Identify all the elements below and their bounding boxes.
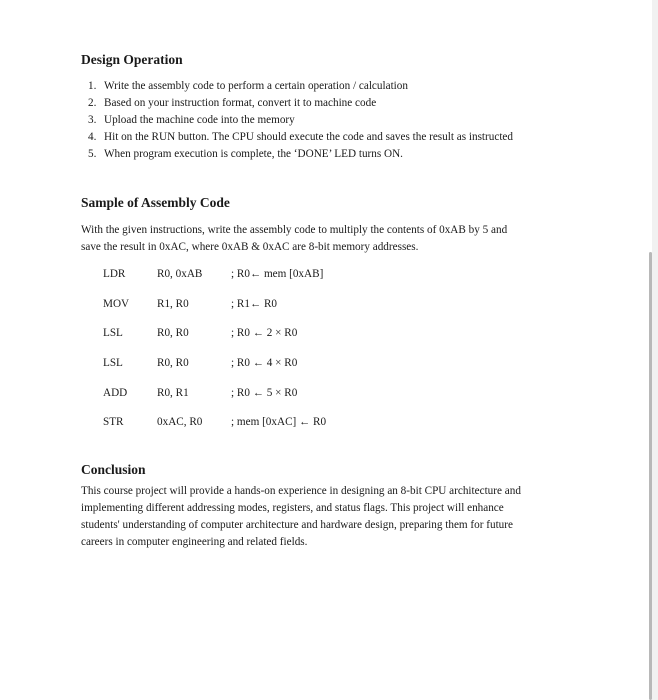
code-op: ADD	[103, 387, 128, 399]
code-op: LSL	[103, 357, 123, 369]
step-text: Based on your instruction format, convert it to machine code	[104, 97, 377, 109]
step-number: 2.	[88, 97, 97, 109]
code-op: LDR	[103, 268, 126, 280]
design-step-3	[88, 114, 295, 126]
conclusion-heading: Conclusion	[81, 462, 146, 477]
design-step-5	[88, 148, 403, 160]
code-args: R0, R0	[157, 327, 189, 339]
conclusion-line-3: students' understanding of computer architecture and hardware design, preparing them for future	[81, 519, 513, 531]
sample-intro-line-2: save the result in 0xAC, where 0xAB & 0xAC are 8-bit memory addresses.	[81, 241, 419, 253]
step-text: Write the assembly code to perform a certain operation / calculation	[104, 80, 408, 92]
code-comment: ; R0 ← 4 × R0	[231, 357, 298, 369]
conclusion-line-2: implementing different addressing modes, registers, and status flags. This project will enhance	[81, 502, 504, 514]
code-args: R1, R0	[157, 298, 189, 310]
code-args: 0xAC, R0	[157, 416, 203, 428]
design-step-1	[88, 80, 408, 92]
code-args: R0, 0xAB	[157, 268, 203, 280]
vertical-scrollbar[interactable]	[649, 252, 652, 700]
step-text: Upload the machine code into the memory	[104, 114, 295, 126]
step-text: Hit on the RUN button. The CPU should execute the code and saves the result as instructed	[104, 131, 513, 143]
step-number: 3.	[88, 114, 97, 126]
code-args: R0, R1	[157, 387, 189, 399]
conclusion-line-4: careers in computer engineering and related fields.	[81, 536, 308, 548]
conclusion-line-1: This course project will provide a hands-on experience in designing an 8-bit CPU architecture and	[81, 485, 521, 497]
step-number: 5.	[88, 148, 97, 160]
code-op: LSL	[103, 327, 123, 339]
sample-intro-line-1: With the given instructions, write the assembly code to multiply the contents of 0xAB by 5 and	[81, 224, 508, 236]
code-op: MOV	[103, 298, 130, 310]
sample-code-heading: Sample of Assembly Code	[81, 195, 230, 210]
code-comment: ; R0← mem [0xAB]	[231, 268, 324, 280]
step-number: 4.	[88, 131, 97, 143]
code-comment: ; R0 ← 2 × R0	[231, 327, 298, 339]
step-number: 1.	[88, 80, 97, 92]
code-comment: ; R0 ← 5 × R0	[231, 387, 298, 399]
code-args: R0, R0	[157, 357, 189, 369]
step-text: When program execution is complete, the ‘DONE’ LED turns ON.	[104, 148, 403, 160]
design-step-4	[88, 131, 513, 143]
design-operation-heading: Design Operation	[81, 52, 183, 67]
code-comment: ; mem [0xAC] ← R0	[231, 416, 327, 428]
page-edge	[652, 0, 658, 700]
design-step-2	[88, 97, 376, 109]
code-comment: ; R1← R0	[231, 298, 278, 310]
code-op: STR	[103, 416, 124, 428]
